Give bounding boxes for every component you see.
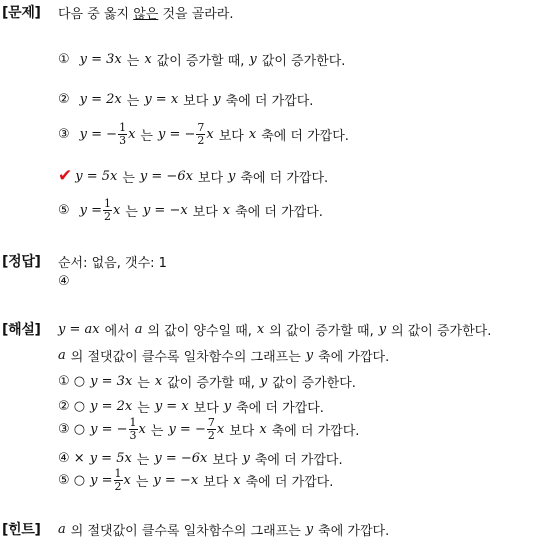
checkmark-icon: ✔ bbox=[58, 166, 73, 186]
explanation-line-2: a 의 절댓값이 클수록 일차함수의 그래프는 y 축에 가깝다. bbox=[58, 348, 390, 365]
explanation-item-3: ③ ○ y = − $\frac{1}{3}$ x 는 y = − $\frac{7}{2}$ x 보다 x 축에 더 가깝다. bbox=[58, 416, 360, 442]
problem-tag: [문제] bbox=[2, 5, 41, 21]
problem-instruction: 다음 중 옳지 않은 것을 골라라. bbox=[58, 7, 234, 22]
hint-tag: [힌트] bbox=[2, 522, 41, 538]
choice-1[interactable]: ① y = 3x 는 x 값이 증가할 때, y 값이 증가한다. bbox=[58, 52, 346, 69]
hint-text: a 의 절댓값이 클수록 일차함수의 그래프는 y 축에 가깝다. bbox=[58, 522, 390, 539]
choice-5[interactable]: ⑤ y = $\frac{1}{2}$ x 는 y = −x 보다 x 축에 더 가깝다. bbox=[58, 197, 323, 223]
choice-2[interactable]: ② y = 2x 는 y = x 보다 y 축에 더 가깝다. bbox=[58, 92, 314, 109]
explanation-item-2: ② ○ y = 2x 는 y = x 보다 y 축에 더 가깝다. bbox=[58, 399, 324, 416]
choice-4[interactable]: ✔ y = 5x 는 y = −6x 보다 y 축에 더 가깝다. bbox=[58, 166, 329, 186]
fraction: $\frac{1}{2}$ bbox=[114, 467, 122, 493]
answer-choice: ④ bbox=[58, 274, 70, 289]
explanation-item-5: ⑤ ○ y = $\frac{1}{2}$ x 는 y = −x 보다 x 축에 더 가깝다. bbox=[58, 467, 334, 493]
fraction: $\frac{1}{3}$ bbox=[129, 416, 137, 442]
choice-3[interactable]: ③ y = − $\frac{1}{3}$ x 는 y = − $\frac{7}{2}$ x 보다 x 축에 더 가깝다. bbox=[58, 121, 349, 147]
explanation-line-1: y = ax 에서 a 의 값이 양수일 때, x 의 값이 증가할 때, y 의 값이 증가한다. bbox=[58, 322, 492, 339]
explanation-item-4: ④ × y = 5x 는 y = −6x 보다 y 축에 더 가깝다. bbox=[58, 451, 343, 468]
explanation-tag: [해설] bbox=[2, 322, 41, 338]
fraction: $\frac{1}{3}$ bbox=[119, 121, 127, 147]
fraction: $\frac{7}{2}$ bbox=[197, 121, 205, 147]
underlined-word: 않은 bbox=[133, 7, 159, 22]
fraction: $\frac{7}{2}$ bbox=[207, 416, 215, 442]
explanation-item-1: ① ○ y = 3x 는 x 값이 증가할 때, y 값이 증가한다. bbox=[58, 374, 356, 391]
answer-summary: 순서: 없음, 갯수: 1 bbox=[58, 256, 167, 271]
answer-tag: [정답] bbox=[2, 254, 41, 270]
fraction: $\frac{1}{2}$ bbox=[104, 197, 112, 223]
